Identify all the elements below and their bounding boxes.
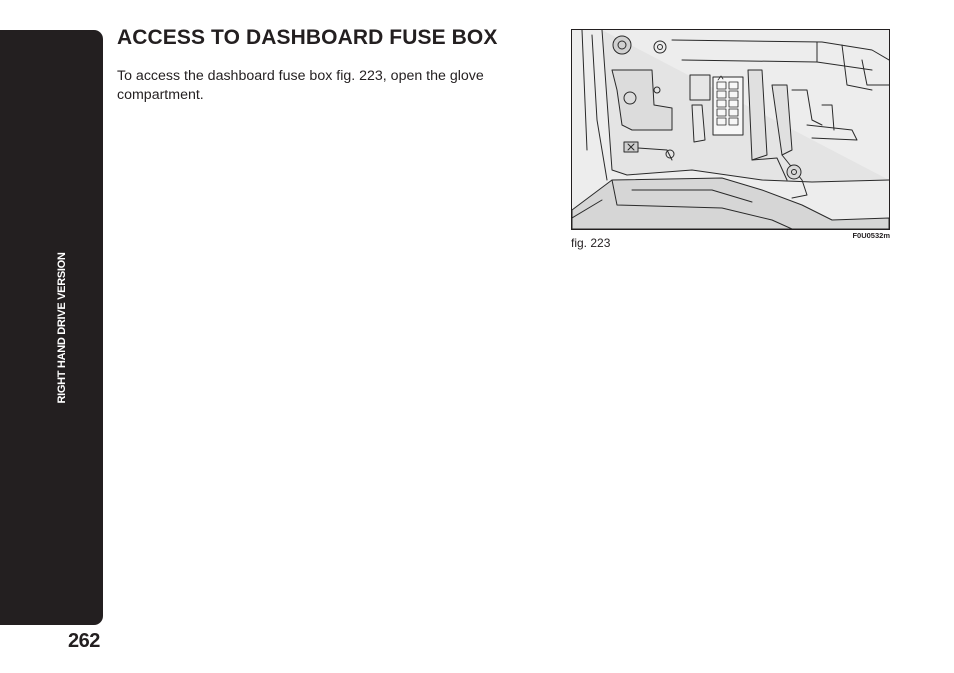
figure-code: F0U0532m [852, 231, 890, 240]
body-paragraph: To access the dashboard fuse box fig. 223, open the glove compartment. [117, 68, 484, 103]
section-title: ACCESS TO DASHBOARD FUSE BOX [117, 26, 498, 49]
fuse-box-illustration [571, 29, 890, 230]
page-number: 262 [68, 630, 100, 652]
section-label: RIGHT HAND DRIVE VERSION [56, 252, 68, 404]
side-tab [0, 30, 103, 625]
figure-caption: fig. 223 [571, 236, 611, 250]
